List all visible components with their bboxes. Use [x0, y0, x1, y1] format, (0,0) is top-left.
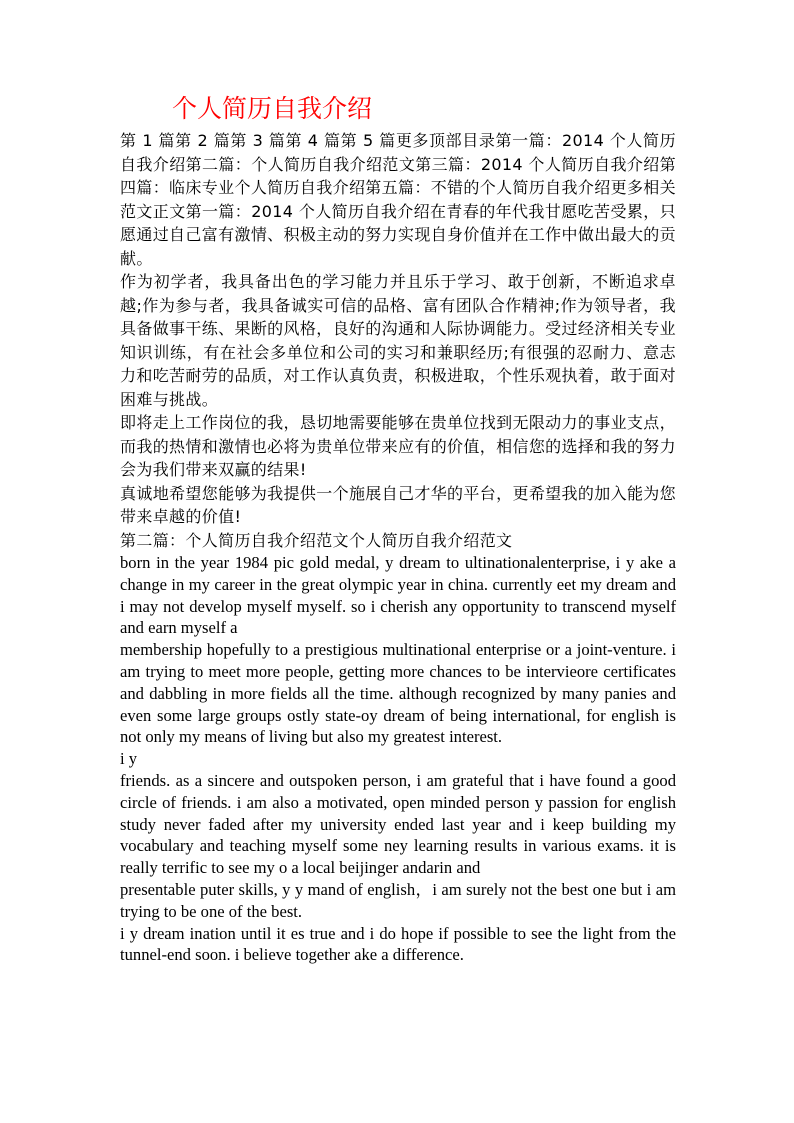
paragraph-english-4: friends. as a sincere and outspoken person, i am grateful that i have found a good circle of friends. i am also a motivated, open minded person y passion for english study never faded after my university ended last year and i keep building my vocabulary and teaching myself some ney learning results in various exams. it is really terrific to see my o a local beijinger andarin and	[120, 770, 676, 878]
paragraph-english-6: i y dream ination until it es true and i do hope if possible to see the light from the tunnel-end soon. i believe together ake a difference.	[120, 923, 676, 965]
paragraph-english-1: born in the year 1984 pic gold medal, y dream to ultinationalenterprise, i y ake a change in my career in the great olympic year in china. currently eet my dream and i may not develop myself myself. so i cherish any opportunity to transcend myself and earn myself a	[120, 553, 676, 638]
document-body	[120, 129, 676, 966]
paragraph-expectation: 即将走上工作岗位的我，恳切地需要能够在贵单位找到无限动力的事业支点，而我的热情和激情也必将为贵单位带来应有的价值，相信您的选择和我的努力会为我们带来双赢的结果!	[120, 413, 676, 479]
paragraph-english-2: membership hopefully to a prestigious multinational enterprise or a joint-venture. i am trying to meet more people, getting more chances to be intervieore certificates and dabbling in more fields all the time. although recognized by many panies and even some large groups ostly state-oy dream of being international, for english is not only my means of living but also my greatest interest.	[120, 640, 676, 747]
section-heading-2: 第二篇：个人简历自我介绍范文个人简历自我介绍范文	[120, 530, 513, 550]
document-title: 个人简历自我介绍	[172, 94, 373, 123]
paragraph-english-3: i y	[120, 749, 138, 769]
paragraph-hope: 真诚地希望您能够为我提供一个施展自己才华的平台，更希望我的加入能为您带来卓越的价值!	[120, 483, 676, 526]
paragraph-toc: 第 1 篇第 2 篇第 3 篇第 4 篇第 5 篇更多顶部目录第一篇：2014 个人简历自我介绍第二篇：个人简历自我介绍范文第三篇：2014 个人简历自我介绍第四篇：临床专业个人简历自我介绍第五篇：不错的个人简历自我介绍更多相关范文正文第一篇：2014 个人简历自我介绍在青春的年代我甘愿吃苦受累，只愿通过自己富有激情、积极主动的努力实现自身价值并在工作中做出最大的贡献。	[120, 131, 676, 268]
paragraph-english-5: presentable puter skills, y y mand of english，i am surely not the best one but i am trying to be one of the best.	[120, 879, 676, 921]
paragraph-abilities: 作为初学者，我具备出色的学习能力并且乐于学习、敢于创新，不断追求卓越;作为参与者，我具备诚实可信的品格、富有团队合作精神;作为领导者，我具备做事干练、果断的风格，良好的沟通和人际协调能力。受过经济相关专业知识训练，有在社会多单位和公司的实习和兼职经历;有很强的忍耐力、意志力和吃苦耐劳的品质，对工作认真负责，积极进取，个性乐观执着，敢于面对困难与挑战。	[120, 272, 676, 409]
